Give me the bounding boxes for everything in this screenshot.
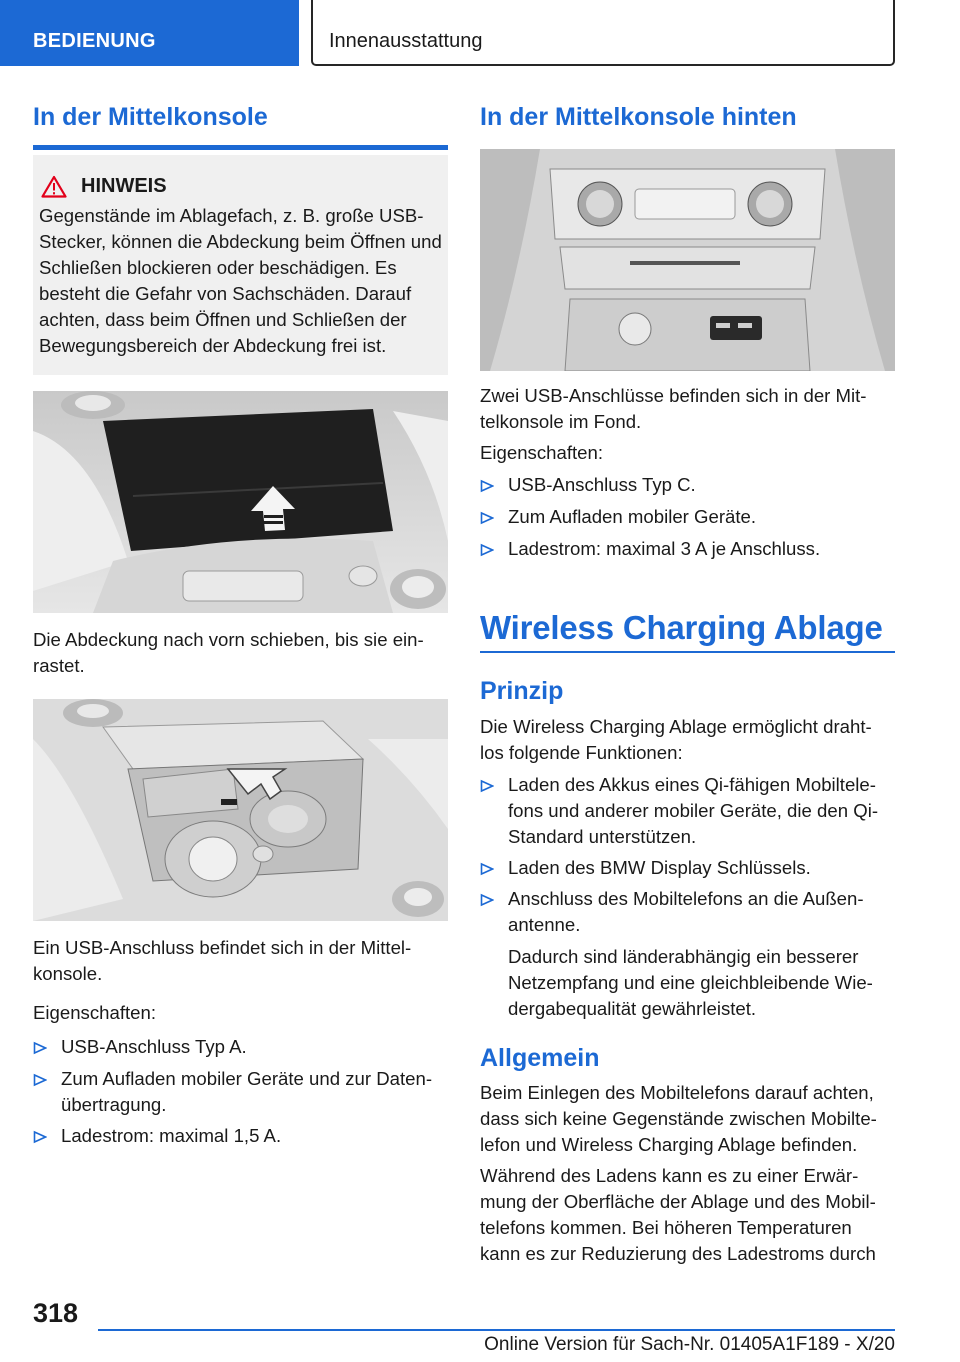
caption-usb-console: Ein USB-Anschluss befindet sich in der Mittel-konsole. <box>33 937 412 984</box>
right-bullet-2 <box>480 504 895 530</box>
principle-bullet-1 <box>480 772 895 850</box>
right-properties-label: Eigenschaften: <box>480 442 604 463</box>
bullet-triangle-icon <box>480 543 494 557</box>
left-title-rule <box>33 145 448 150</box>
bullet-triangle-icon <box>480 479 494 493</box>
wireless-title-rule <box>480 651 895 653</box>
right-bullet-1-text: USB-Anschluss Typ C. <box>508 474 696 495</box>
caption-rear-console: Zwei USB-Anschlüsse befinden sich in der Mit-telkonsole im Fond. <box>480 385 867 432</box>
bullet-triangle-icon <box>480 511 494 525</box>
left-bullet-3 <box>33 1123 448 1149</box>
principle-intro: Die Wireless Charging Ablage ermöglicht draht-los folgende Funktionen: <box>480 716 872 763</box>
principle-bullet-3 <box>480 886 895 938</box>
right-bullet-3-text: Ladestrom: maximal 3 A je Anschluss. <box>508 538 821 559</box>
chapter-header <box>311 0 895 66</box>
bullet-triangle-icon <box>480 862 494 876</box>
footer-rule <box>98 1329 895 1331</box>
left-bullet-1 <box>33 1034 448 1060</box>
notice-header <box>39 171 442 201</box>
section-tab <box>0 0 299 66</box>
photo-rear-console <box>480 149 895 371</box>
section-label: BEDIENUNG <box>33 30 156 52</box>
right-bullet-1 <box>480 472 895 498</box>
general-title: Allgemein <box>480 1044 600 1072</box>
right-bullet-2-text: Zum Aufladen mobiler Geräte. <box>508 506 757 527</box>
principle-bullet-3-text: Anschluss des Mobiltelefons an die Außen-antenne. <box>508 888 864 935</box>
principle-sub-note <box>480 944 895 1022</box>
general-paragraph-2: Während des Ladens kann es zu einer Erwär-mung der Oberfläche der Ablage und des Mobil-telefons kommen. Bei höheren Temperaturen kann es zur Reduzierung des Ladestroms durch <box>480 1165 876 1264</box>
left-bullet-2-text: Zum Aufladen mobiler Geräte und zur Daten-übertragung. <box>61 1068 433 1115</box>
chapter-label: Innenausstattung <box>329 30 483 52</box>
notice-box <box>33 155 448 375</box>
wireless-charging-title: Wireless Charging Ablage <box>480 609 883 646</box>
principle-bullet-2 <box>480 855 895 881</box>
bullet-triangle-icon <box>480 893 494 907</box>
photo-cover-slide <box>33 391 448 613</box>
notice-text: Gegenstände im Ablagefach, z. B. große USB-Stecker, können die Abdeckung beim Öffnen und Schließen blockieren oder beschädigen. Es besteht die Gefahr von Sachschäden. Darauf achten, dass beim Öffnen und Schließen der Bewegungsbereich der Abdeckung frei ist. <box>39 205 442 356</box>
left-bullet-2 <box>33 1066 448 1118</box>
caption-cover-slide: Die Abdeckung nach vorn schieben, bis sie ein-rastet. <box>33 629 424 676</box>
bullet-triangle-icon <box>33 1041 47 1055</box>
principle-sub-note-text: Dadurch sind länderabhängig ein besserer Netzempfang und eine gleichbleibende Wie-dergabequalität gewährleistet. <box>508 946 873 1019</box>
photo-usb-console <box>33 699 448 921</box>
warning-triangle-icon <box>41 175 67 198</box>
bullet-triangle-icon <box>33 1130 47 1144</box>
right-bullet-3 <box>480 536 895 562</box>
notice-heading: HINWEIS <box>81 174 167 197</box>
left-bullet-3-text: Ladestrom: maximal 1,5 A. <box>61 1125 282 1146</box>
left-section-title: In der Mittelkonsole <box>33 103 268 131</box>
general-paragraph-1: Beim Einlegen des Mobiltelefons darauf achten, dass sich keine Gegenstände zwischen Mobilte-lefon und Wireless Charging Ablage befinden. <box>480 1082 877 1155</box>
principle-title: Prinzip <box>480 677 564 705</box>
left-properties-label: Eigenschaften: <box>33 1002 157 1023</box>
footer-online-version: Online Version für Sach-Nr. 01405A1F189 - X/20 <box>484 1334 895 1355</box>
principle-bullet-2-text: Laden des BMW Display Schlüssels. <box>508 857 811 878</box>
right-section-title: In der Mittelkonsole hinten <box>480 103 797 131</box>
principle-bullet-1-text: Laden des Akkus eines Qi-fähigen Mobiltele-fons und anderer mobiler Geräte, die den Qi-Standard unterstützen. <box>508 774 879 847</box>
bullet-triangle-icon <box>480 779 494 793</box>
page-number: 318 <box>33 1298 79 1328</box>
bullet-triangle-icon <box>33 1073 47 1087</box>
left-bullet-1-text: USB-Anschluss Typ A. <box>61 1036 247 1057</box>
